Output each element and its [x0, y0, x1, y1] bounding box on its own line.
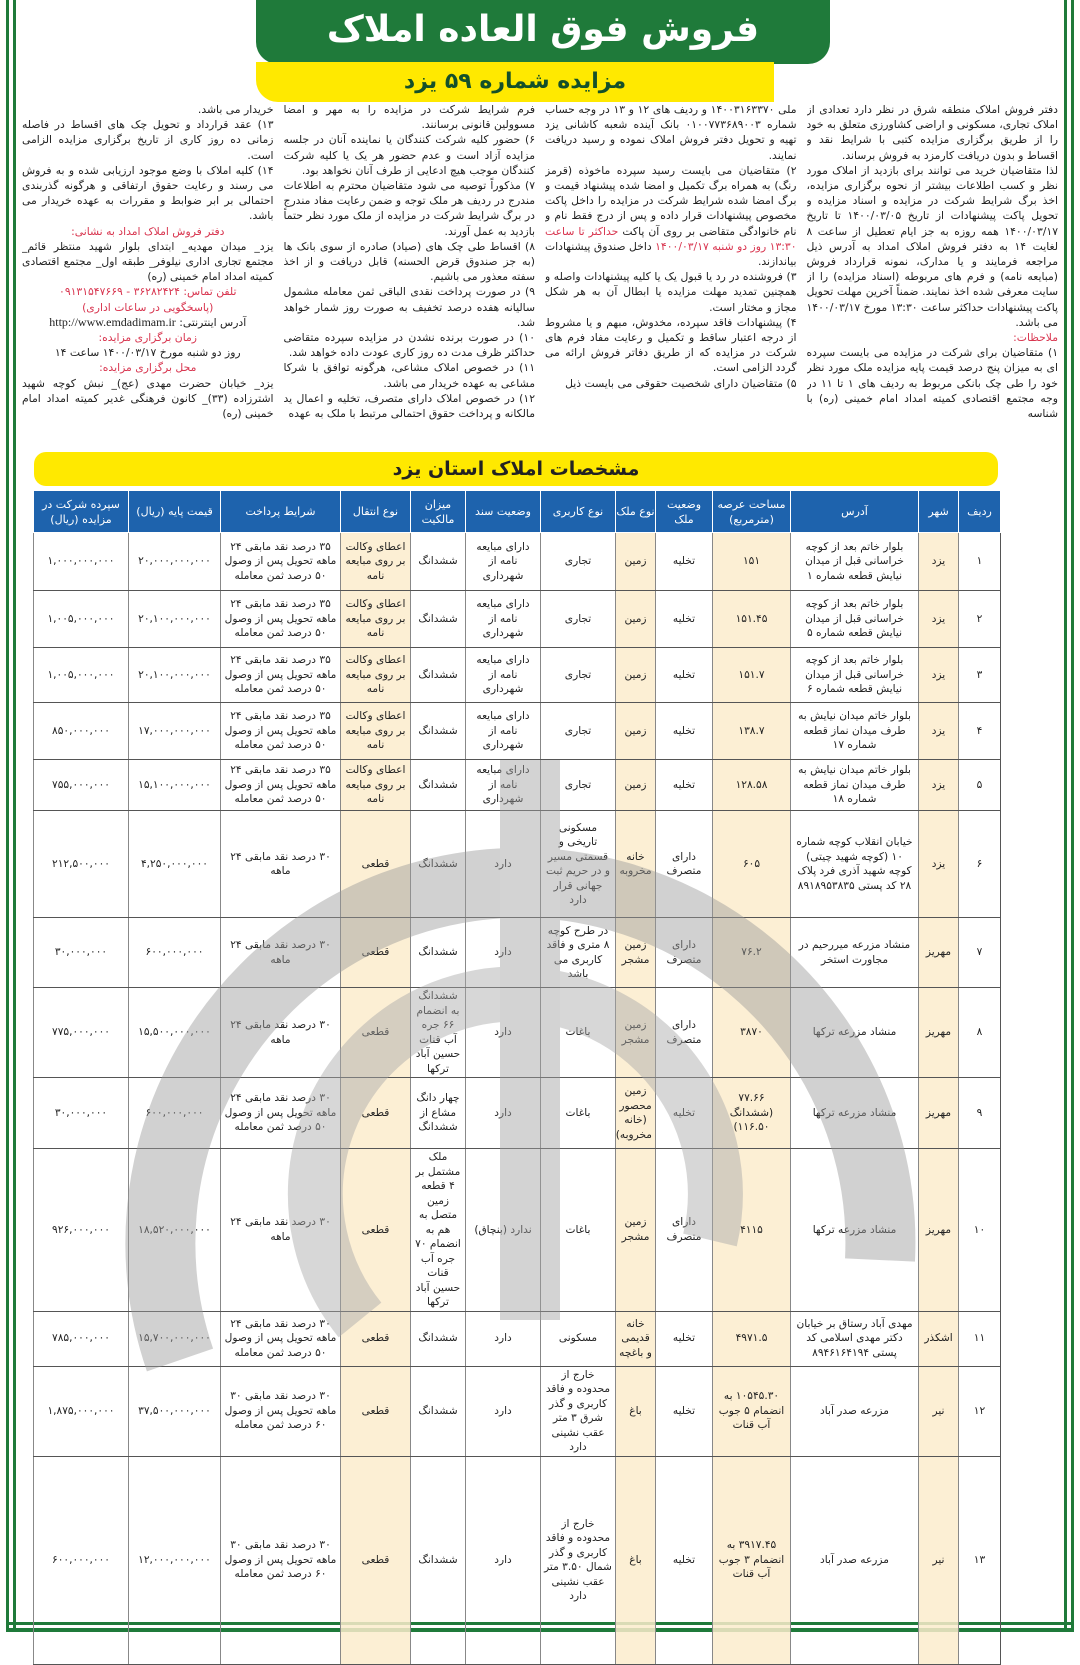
cell-property-status: دارای متصرف	[656, 1149, 713, 1312]
cell-usage-type: تجاری	[541, 703, 616, 760]
cell-row-number: ۳	[959, 648, 1001, 703]
cell-usage-type: خارج از محدوده و فاقد کاربری و گذر شمال ۳.۵۰ متر عقب نشینی دارد	[541, 1456, 616, 1664]
note-12: ۱۲) در خصوص املاک دارای متصرف، تخلیه و اعمال ید مالکانه و پرداخت حقوق احتمالی مرتبط با ملک به عهده	[283, 391, 535, 421]
cell-area: ۱۵۱.۴۵	[713, 591, 791, 648]
table-row	[34, 811, 1001, 918]
ad-title: فروش فوق العاده املاک	[256, 0, 830, 64]
cell-area: ۱۰۵۴۵.۳۰ به انضمام ۵ جوب آب قنات	[713, 1366, 791, 1456]
cell-property-status: تخلیه	[656, 533, 713, 591]
cell-payment-terms: ۳۰ درصد نقد مابقی ۳۰ ماهه تحویل پس از وصول ۶۰ درصد ثمن معامله	[221, 1456, 341, 1664]
page-frame-left	[6, 0, 16, 1632]
cell-payment-terms: ۳۰ درصد نقد مابقی ۲۴ ماهه	[221, 918, 341, 988]
cell-payment-terms: ۳۰ درصد نقد مابقی ۲۴ ماهه تحویل پس از وصول ۵۰ درصد ثمن معامله	[221, 1078, 341, 1149]
note-8: ۸) اقساط طی چک های (صیاد) صادره از سوی بانک ها (به جز صندوق قرض الحسنه) قابل دریافت و از اخذ سفته معذور می باشیم.	[283, 239, 535, 284]
phone-hours: (پاسخگویی در ساعات اداری)	[82, 300, 214, 314]
cell-deposit: ۱,۰۰۵,۰۰۰,۰۰۰	[34, 648, 129, 703]
cell-row-number: ۸	[959, 988, 1001, 1078]
cell-city: اشکذر	[919, 1311, 959, 1366]
page-frame-right	[1064, 0, 1074, 1632]
note-3: ۳) فروشنده در رد یا قبول یک یا کلیه پیشنهادات واصله و همچنین تمدید مهلت مزایده یا ابطال آن به هر شکل مجاز و مختار است.	[545, 270, 797, 314]
intro-column-4	[22, 102, 274, 450]
cell-row-number: ۱۱	[959, 1311, 1001, 1366]
cell-area: ۴۱۱۵	[713, 1149, 791, 1312]
cell-payment-terms: ۳۵ درصد نقد مابقی ۲۴ ماهه تحویل پس از وصول ۵۰ درصد ثمن معامله	[221, 648, 341, 703]
cell-city: یزد	[919, 648, 959, 703]
website	[22, 315, 274, 330]
cell-payment-terms: ۳۵ درصد نقد مابقی ۲۴ ماهه تحویل پس از وصول ۵۰ درصد ثمن معامله	[221, 760, 341, 811]
cell-base-price: ۱۵,۵۰۰,۰۰۰,۰۰۰	[129, 988, 221, 1078]
cell-property-type: زمین مشجر	[616, 918, 656, 988]
cell-area: ۱۳۸.۷	[713, 703, 791, 760]
table-row	[34, 533, 1001, 591]
cell-property-type: خانه مخروبه	[616, 811, 656, 918]
cell-base-price: ۱۷,۰۰۰,۰۰۰,۰۰۰	[129, 703, 221, 760]
cell-usage-type: تجاری	[541, 591, 616, 648]
cell-area: ۷۷.۶۶ (ششدانگ ۱۱۶.۵۰)	[713, 1078, 791, 1149]
cell-usage-type: مسکونی	[541, 1311, 616, 1366]
cell-row-number: ۷	[959, 918, 1001, 988]
cell-deposit: ۱,۰۰۵,۰۰۰,۰۰۰	[34, 591, 129, 648]
cell-ownership-share: ششدانگ	[411, 1456, 466, 1664]
cell-base-price: ۱۵,۱۰۰,۰۰۰,۰۰۰	[129, 760, 221, 811]
cell-deed-status: ندارد (بنچاق)	[466, 1149, 541, 1312]
auction-number: مزایده شماره ۵۹ یزد	[256, 62, 774, 102]
cell-city: مهریز	[919, 1149, 959, 1312]
cell-ownership-share: چهار دانگ مشاع از ششدانگ	[411, 1078, 466, 1149]
column-header-deed-status: وضعیت سند	[466, 491, 541, 533]
auction-time-title: زمان برگزاری مزایده:	[98, 331, 197, 345]
table-row	[34, 591, 1001, 648]
column-header-city: شهر	[919, 491, 959, 533]
cell-transfer-type: اعطای وکالت بر روی مبایعه نامه	[341, 591, 411, 648]
cell-usage-type: باغات	[541, 1078, 616, 1149]
note-7: ۷) مذکوراً توصیه می شود متقاضیان محترم به اطلاعات مندرج در ردیف هر ملک توجه و ضمن رعایت مفاد مندرج در برگ شرایط شرکت در مزایده از ملک مورد نظر حتماً بازدید به عمل آورند.	[283, 179, 535, 238]
cell-address: بلوار خاتم بعد از کوچه خراسانی قبل از میدان نیایش قطعه شماره ۵	[791, 591, 919, 648]
cell-property-status: تخلیه	[656, 703, 713, 760]
cell-deed-status: دارای مبایعه نامه از شهرداری	[466, 703, 541, 760]
note-5-cont: فرم شرایط شرکت در مزایده را به مهر و امضا مسوولین قانونی برسانند.	[283, 103, 535, 132]
cell-usage-type: تجاری	[541, 533, 616, 591]
column-header-payment-terms: شرایط پرداخت	[221, 491, 341, 533]
cell-ownership-share: ششدانگ	[411, 918, 466, 988]
notes-title: ملاحظات:	[1013, 331, 1058, 345]
cell-address: منشاد مزرعه ترکها	[791, 1149, 919, 1312]
cell-transfer-type: اعطای وکالت بر روی مبایعه نامه	[341, 533, 411, 591]
cell-base-price: ۲۰,۰۰۰,۰۰۰,۰۰۰	[129, 533, 221, 591]
note-9: ۹) در صورت پرداخت نقدی الباقی ثمن معامله مشمول سالیانه هفده درصد تخفیف به صورت روز شمار خواهد شد.	[283, 285, 535, 329]
cell-property-type: زمین مشجر	[616, 988, 656, 1078]
cell-property-status: دارای متصرف	[656, 918, 713, 988]
cell-payment-terms: ۳۰ درصد نقد مابقی ۲۴ ماهه	[221, 811, 341, 918]
cell-transfer-type: قطعی	[341, 1149, 411, 1312]
intro-column-2	[545, 102, 797, 450]
cell-deposit: ۸۵۰,۰۰۰,۰۰۰	[34, 703, 129, 760]
cell-area: ۶۰۵	[713, 811, 791, 918]
table-header-row	[34, 491, 1001, 533]
cell-usage-type: تجاری	[541, 760, 616, 811]
cell-property-type: زمین	[616, 703, 656, 760]
cell-deed-status: دارد	[466, 1311, 541, 1366]
office-title: دفتر فروش املاک امداد به نشانی:	[71, 224, 225, 238]
cell-property-status: تخلیه	[656, 1311, 713, 1366]
cell-property-status: تخلیه	[656, 760, 713, 811]
deadline-highlight: حداکثر تا ساعت ۱۳:۳۰ روز دو شنبه ۱۴۰۰/۰۳/۱۷	[545, 224, 797, 253]
column-header-property-status: وضعیت ملک	[656, 491, 713, 533]
cell-ownership-share: ملک مشتمل بر ۴ قطعه زمین متصل به هم به انضمام ۷۰ جره آب قنات حسین آباد ترکها	[411, 1149, 466, 1312]
column-header-transfer-type: نوع انتقال	[341, 491, 411, 533]
cell-payment-terms: ۳۰ درصد نقد مابقی ۲۴ ماهه تحویل پس از وصول ۵۰ درصد ثمن معامله	[221, 1311, 341, 1366]
cell-area: ۴۹۷۱.۵	[713, 1311, 791, 1366]
cell-address: خیابان انقلاب کوچه شماره ۱۰ (کوچه شهید چیتی) کوچه شهید آذری فرد پلاک ۲۸ کد پستی ۸۹۱۸۹۵۳۸۳۵	[791, 811, 919, 918]
intro-text	[22, 102, 1058, 450]
cell-city: یزد	[919, 760, 959, 811]
note-4: ۴) پیشنهادات فاقد سپرده، مخدوش، مبهم و یا مشروط از درجه اعتبار ساقط و تکمیل و رعایت مفاد فرم های شرکت در مزایده که از طریق دفاتر فروش ارائه می گردد الزامی است.	[545, 315, 797, 375]
column-header-area: مساحت عرصه (مترمربع)	[713, 491, 791, 533]
cell-ownership-share: ششدانگ	[411, 703, 466, 760]
cell-deposit: ۷۵۵,۰۰۰,۰۰۰	[34, 760, 129, 811]
intro-column-3	[284, 102, 536, 450]
cell-base-price: ۳۷,۵۰۰,۰۰۰,۰۰۰	[129, 1366, 221, 1456]
cell-row-number: ۱	[959, 533, 1001, 591]
cell-property-type: زمین	[616, 648, 656, 703]
auction-time: روز دو شنبه مورخ ۱۴۰۰/۰۳/۱۷ ساعت ۱۴	[54, 346, 241, 360]
cell-area: ۳۸۷۰	[713, 988, 791, 1078]
cell-deed-status: دارد	[466, 918, 541, 988]
cell-property-status: تخلیه	[656, 1456, 713, 1664]
cell-city: نیر	[919, 1366, 959, 1456]
cell-property-type: زمین	[616, 591, 656, 648]
cell-deed-status: دارد	[466, 1078, 541, 1149]
table-row	[34, 648, 1001, 703]
column-header-deposit: سپرده شرکت در مزایده (ریال)	[34, 491, 129, 533]
cell-base-price: ۴,۲۵۰,۰۰۰,۰۰۰	[129, 811, 221, 918]
cell-ownership-share: ششدانگ	[411, 591, 466, 648]
cell-city: یزد	[919, 703, 959, 760]
cell-row-number: ۱۲	[959, 1366, 1001, 1456]
cell-address: مزرعه صدر آباد	[791, 1366, 919, 1456]
cell-payment-terms: ۳۵ درصد نقد مابقی ۲۴ ماهه تحویل پس از وصول ۵۰ درصد ثمن معامله	[221, 703, 341, 760]
cell-usage-type: باغات	[541, 988, 616, 1078]
cell-row-number: ۵	[959, 760, 1001, 811]
note-13: ۱۳) عقد قرارداد و تحویل چک های اقساط در فاصله زمانی ده روز کاری از تاریخ برگزاری مزایده الزامی است.	[22, 118, 274, 162]
column-header-ownership-share: میزان مالکیت	[411, 491, 466, 533]
cell-deed-status: دارای مبایعه نامه از شهرداری	[466, 591, 541, 648]
cell-row-number: ۱۳	[959, 1456, 1001, 1664]
column-header-base-price: قیمت پایه (ریال)	[129, 491, 221, 533]
website-link[interactable]: http://www.emdadimam.ir	[49, 314, 176, 329]
cell-transfer-type: قطعی	[341, 1456, 411, 1664]
cell-area: ۷۶.۲	[713, 918, 791, 988]
intro-paragraph: لذا متقاضیان خرید می توانند برای بازدید از املاک مورد نظر و کسب اطلاعات بیشتر از نحوه برگزاری مزایده، اخذ برگ شرایط شرکت در مزایده و اسناد مزایده و تحویل پاکت پیشنهادات از تاریخ ۱۴۰۰/۰۳/۰۵ تا تاریخ ۱۴۰۰/۰۳/۱۷ همه روزه به جز ایام تعطیل از ساعت ۸ لغایت ۱۴ به دفتر فروش املاک امداد به آدرس ذیل مراجعه فرمایند و یا مدارک، نمونه قرارداد فروش (مبایعه نامه) و فرم های مربوطه (اسناد مزایده) را از سایت معرفی شده اخذ نمایند. ضمناً آخرین مهلت تحویل پاکت پیشنهادات حداکثر ساعت ۱۳:۳۰ مورخ ۱۴۰۰/۰۳/۱۷ می باشد.	[806, 163, 1058, 329]
cell-row-number: ۱۰	[959, 1149, 1001, 1312]
cell-city: یزد	[919, 533, 959, 591]
cell-transfer-type: اعطای وکالت بر روی مبایعه نامه	[341, 760, 411, 811]
note-10: ۱۰) در صورت برنده نشدن در مزایده سپرده متقاضی حداکثر ظرف مدت ده روز کاری عودت داده خواهد شد.	[283, 331, 535, 360]
cell-property-status: تخلیه	[656, 591, 713, 648]
cell-payment-terms: ۳۰ درصد نقد مابقی ۲۴ ماهه	[221, 988, 341, 1078]
cell-deposit: ۷۷۵,۰۰۰,۰۰۰	[34, 988, 129, 1078]
cell-city: یزد	[919, 591, 959, 648]
note-1: ۱) متقاضیان برای شرکت در مزایده می بایست سپرده ای به میزان پنج درصد قیمت پایه مزایده ملک مورد نظر خود را طی چک بانکی مربوط به ردیف های ۱ تا ۱۱ در وجه مجتمع اقتصادی کمیته امداد امام خمینی (ره) با شناسه	[806, 346, 1058, 421]
cell-deed-status: دارای مبایعه نامه از شهرداری	[466, 533, 541, 591]
cell-row-number: ۴	[959, 703, 1001, 760]
cell-base-price: ۱۸,۵۲۰,۰۰۰,۰۰۰	[129, 1149, 221, 1312]
table-row	[34, 703, 1001, 760]
cell-deed-status: دارد	[466, 1366, 541, 1456]
table-body	[34, 533, 1001, 1665]
cell-deed-status: دارد	[466, 988, 541, 1078]
note-11: ۱۱) در خصوص املاک مشاعی، هرگونه توافق با شرکا مشاعی به عهده خریدار می باشد.	[283, 361, 535, 390]
cell-city: یزد	[919, 811, 959, 918]
cell-base-price: ۲۰,۱۰۰,۰۰۰,۰۰۰	[129, 591, 221, 648]
cell-usage-type: در طرح کوچه ۸ متری و فاقد کاربری می باشد	[541, 918, 616, 988]
cell-property-status: تخلیه	[656, 1078, 713, 1149]
column-header-row-number: ردیف	[959, 491, 1001, 533]
cell-city: مهریز	[919, 988, 959, 1078]
cell-address: منشاد مزرعه میررحیم در مجاورت استخر	[791, 918, 919, 988]
cell-property-status: دارای متصرف	[656, 988, 713, 1078]
cell-payment-terms: ۳۵ درصد نقد مابقی ۲۴ ماهه تحویل پس از وصول ۵۰ درصد ثمن معامله	[221, 591, 341, 648]
cell-deposit: ۳۰,۰۰۰,۰۰۰	[34, 918, 129, 988]
cell-row-number: ۶	[959, 811, 1001, 918]
cell-ownership-share: ششدانگ	[411, 1311, 466, 1366]
cell-city: مهریز	[919, 918, 959, 988]
cell-deposit: ۲۱۲,۵۰۰,۰۰۰	[34, 811, 129, 918]
cell-address: بلوار خاتم میدان نیایش به طرف میدان نماز قطعه شماره ۱۸	[791, 760, 919, 811]
section-title: مشخصات املاک استان یزد	[34, 452, 998, 486]
note-6: ۶) حضور کلیه شرکت کنندگان یا نماینده آنان در جلسه مزایده آزاد است و عدم حضور هر یک یا کلیه شرکت کنندگان موجب هیچ ادعایی از طرف آنان نخواهد بود.	[283, 133, 535, 177]
contact-phone: تلفن تماس: ۳۶۲۸۲۴۲۴ - ۰۹۱۳۱۵۴۷۶۶۹	[59, 285, 237, 299]
cell-address: مهدی آباد رستاق بر خیابان دکتر مهدی اسلامی کد پستی ۸۹۴۶۱۶۴۱۹۴	[791, 1311, 919, 1366]
table-row	[34, 1149, 1001, 1312]
cell-address: بلوار خاتم بعد از کوچه خراسانی قبل از میدان نیایش قطعه شماره ۱	[791, 533, 919, 591]
cell-property-type: باغ	[616, 1456, 656, 1664]
column-header-usage-type: نوع کاربری	[541, 491, 616, 533]
cell-transfer-type: قطعی	[341, 988, 411, 1078]
cell-property-type: زمین مشجر	[616, 1149, 656, 1312]
column-header-address: آدرس	[791, 491, 919, 533]
cell-transfer-type: قطعی	[341, 1366, 411, 1456]
cell-address: بلوار خاتم بعد از کوچه خراسانی قبل از میدان نیایش قطعه شماره ۶	[791, 648, 919, 703]
note-14: ۱۴) کلیه املاک با وضع موجود ارزیابی شده و به فروش می رسند و رعایت حقوق ارتفاقی و هرگونه گذربندی احتمالی بر ابر ضوابط و مقررات به عهده خریدار می باشد.	[22, 163, 274, 223]
cell-deposit: ۷۸۵,۰۰۰,۰۰۰	[34, 1311, 129, 1366]
note-1-cont: ملی ۱۴۰۰۳۱۶۳۳۷۰ و ردیف های ۱۲ و ۱۳ در وجه حساب شماره ۰۱۰۰۷۷۳۶۸۹۰۰۳ بانک آینده شعبه کاشانی یزد تهیه و تحویل دفتر فروش املاک نموده و رسید دریافت نمایند.	[545, 103, 797, 162]
table-row	[34, 988, 1001, 1078]
cell-city: نیر	[919, 1456, 959, 1664]
cell-deposit: ۹۲۶,۰۰۰,۰۰۰	[34, 1149, 129, 1312]
cell-deed-status: دارد	[466, 811, 541, 918]
cell-area: ۳۹۱۷.۴۵ به انضمام ۳ جوب آب قنات	[713, 1456, 791, 1664]
cell-deposit: ۶۰۰,۰۰۰,۰۰۰	[34, 1456, 129, 1664]
cell-property-status: تخلیه	[656, 648, 713, 703]
auction-place-title: محل برگزاری مزایده:	[99, 361, 197, 375]
cell-property-type: خانه قدیمی و باغچه	[616, 1311, 656, 1366]
cell-payment-terms: ۳۵ درصد نقد مابقی ۲۴ ماهه تحویل پس از وصول ۵۰ درصد ثمن معامله	[221, 533, 341, 591]
cell-deposit: ۱,۸۷۵,۰۰۰,۰۰۰	[34, 1366, 129, 1456]
cell-usage-type: مسکونی تاریخی و قسمتی مسیر و در حریم ثبت جهانی قرار دارد	[541, 811, 616, 918]
cell-property-type: زمین محصور (خانه مخروبه)	[616, 1078, 656, 1149]
cell-transfer-type: اعطای وکالت بر روی مبایعه نامه	[341, 648, 411, 703]
cell-property-type: زمین	[616, 533, 656, 591]
cell-base-price: ۲۰,۱۰۰,۰۰۰,۰۰۰	[129, 648, 221, 703]
cell-deed-status: دارد	[466, 1456, 541, 1664]
cell-row-number: ۲	[959, 591, 1001, 648]
note-12-cont: خریدار می باشد.	[197, 103, 274, 116]
auction-place: یزد_ خیابان حضرت مهدی (عج)_ نبش کوچه شهید اشترزاده (۳۳)_ کانون فرهنگی غدیر کمیته امداد امام خمینی (ره)	[22, 376, 274, 421]
table-row	[34, 918, 1001, 988]
cell-property-type: باغ	[616, 1366, 656, 1456]
cell-area: ۱۵۱	[713, 533, 791, 591]
cell-ownership-share: ششدانگ	[411, 1366, 466, 1456]
cell-ownership-share: ششدانگ	[411, 533, 466, 591]
properties-table-wrap	[34, 490, 1001, 1665]
note-5: ۵) متقاضیان دارای شخصیت حقوقی می بایست ذیل	[565, 376, 797, 390]
cell-base-price: ۱۵,۷۰۰,۰۰۰,۰۰۰	[129, 1311, 221, 1366]
cell-usage-type: تجاری	[541, 648, 616, 703]
cell-city: مهریز	[919, 1078, 959, 1149]
cell-area: ۱۲۸.۵۸	[713, 760, 791, 811]
cell-deposit: ۱,۰۰۰,۰۰۰,۰۰۰	[34, 533, 129, 591]
cell-transfer-type: قطعی	[341, 1311, 411, 1366]
cell-ownership-share: ششدانگ	[411, 811, 466, 918]
note-2-text: ۲) متقاضیان می بایست رسید سپرده ماخوذه (قرمز رنگ) به همراه برگ تکمیل و امضا شده پیشنهاد قیمت و برگ امضا شده شرایط شرکت در مزایده را داخل پاکت مخصوص پیشنهادات قرار داده و پس از درج فقط نام و نام خانوادگی متقاضی بر روی آن پاکت	[545, 163, 797, 238]
cell-transfer-type: اعطای وکالت بر روی مبایعه نامه	[341, 703, 411, 760]
cell-area: ۱۵۱.۷	[713, 648, 791, 703]
cell-property-type: زمین	[616, 760, 656, 811]
properties-table	[33, 490, 1001, 1665]
note-2	[545, 163, 797, 269]
cell-address: منشاد مزرعه ترکها	[791, 1078, 919, 1149]
cell-address: بلوار خاتم میدان نیایش به طرف میدان نماز قطعه شماره ۱۷	[791, 703, 919, 760]
cell-usage-type: خارج از محدوده و فاقد کاربری و گذر شرق ۳ متر عقب نشینی دارد	[541, 1366, 616, 1456]
intro-paragraph: دفتر فروش املاک منطقه شرق در نظر دارد تعدادی از املاک تجاری، مسکونی و اراضی کشاورزی متعلق به خود را از طریق برگزاری مزایده کتبی با شرایط نقد و اقساط و بدون دریافت کارمزد به فروش برساند.	[806, 103, 1058, 162]
cell-usage-type: باغات	[541, 1149, 616, 1312]
cell-deposit: ۳۰,۰۰۰,۰۰۰	[34, 1078, 129, 1149]
office-address: یزد_ میدان مهدیه_ ابتدای بلوار شهید منتظر قائم_ مجتمع تجاری اداری نیلوفر_ طبقه اول_ مجتمع اقتصادی کمیته امداد امام خمینی (ره)	[22, 239, 274, 284]
cell-transfer-type: قطعی	[341, 918, 411, 988]
cell-property-status: دارای متصرف	[656, 811, 713, 918]
cell-ownership-share: ششدانگ به انضمام ۶۶ جره آب قنات حسین آباد ترکها	[411, 988, 466, 1078]
cell-address: منشاد مزرعه ترکها	[791, 988, 919, 1078]
cell-ownership-share: ششدانگ	[411, 760, 466, 811]
cell-base-price: ۱۲,۰۰۰,۰۰۰,۰۰۰	[129, 1456, 221, 1664]
cell-property-status: تخلیه	[656, 1366, 713, 1456]
cell-payment-terms: ۳۰ درصد نقد مابقی ۳۰ ماهه تحویل پس از وصول ۶۰ درصد ثمن معامله	[221, 1366, 341, 1456]
website-label: آدرس اینترنتی:	[175, 315, 247, 329]
cell-deed-status: دارای مبایعه نامه از شهرداری	[466, 760, 541, 811]
column-header-property-type: نوع ملک	[616, 491, 656, 533]
note-2-text-end: داخل صندوق پیشنهادات بیاندازند.	[545, 239, 797, 269]
cell-ownership-share: ششدانگ	[411, 648, 466, 703]
table-row	[34, 1078, 1001, 1149]
cell-row-number: ۹	[959, 1078, 1001, 1149]
intro-column-1	[807, 102, 1059, 450]
cell-base-price: ۶۰۰,۰۰۰,۰۰۰	[129, 1078, 221, 1149]
cell-payment-terms: ۳۰ درصد نقد مابقی ۲۴ ماهه	[221, 1149, 341, 1312]
cell-base-price: ۶۰۰,۰۰۰,۰۰۰	[129, 918, 221, 988]
table-row	[34, 1456, 1001, 1664]
cell-transfer-type: قطعی	[341, 811, 411, 918]
cell-address: مزرعه صدر آباد	[791, 1456, 919, 1664]
table-row	[34, 1366, 1001, 1456]
table-row	[34, 1311, 1001, 1366]
cell-deed-status: دارای مبایعه نامه از شهرداری	[466, 648, 541, 703]
cell-transfer-type: قطعی	[341, 1078, 411, 1149]
table-row	[34, 760, 1001, 811]
